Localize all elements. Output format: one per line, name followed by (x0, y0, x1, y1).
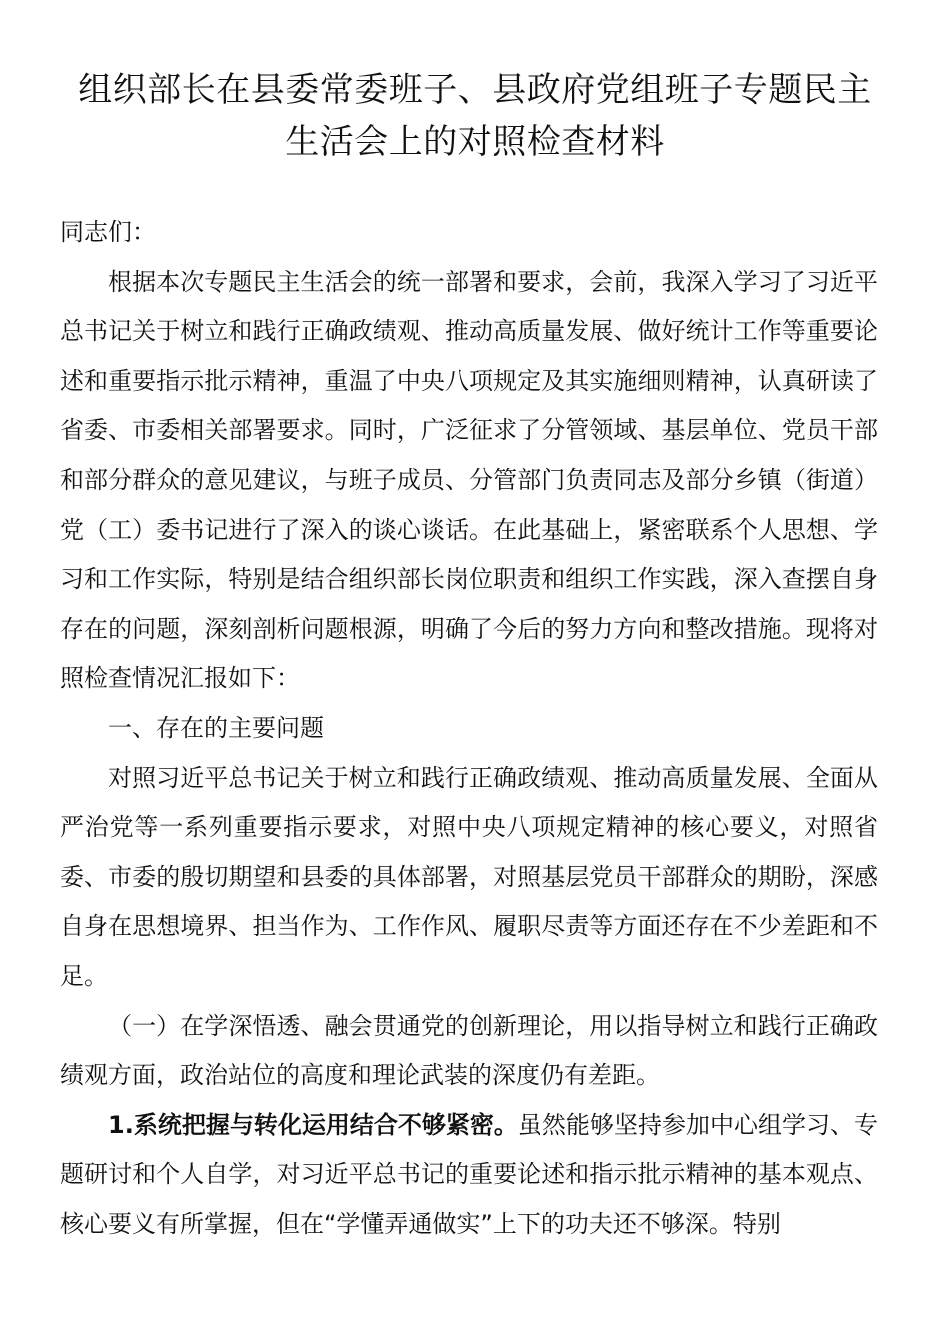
title-line-1: 组织部长在县委常委班子、县政府党组班子专题民主 (78, 70, 872, 110)
item-1-paragraph (60, 1101, 878, 1250)
title-line-2: 生活会上的对照检查材料 (285, 122, 665, 162)
salutation: 同志们： (60, 218, 156, 246)
item-1-lead: 1.系统把握与转化运用结合不够紧密。 (108, 1110, 518, 1139)
intro-paragraph: 根据本次专题民主生活会的统一部署和要求，会前，我深入学习了习近平总书记关于树立和践行正确政绩观、推动高质量发展、做好统计工作等重要论述和重要指示批示精神，重温了中央八项规定及其实施细则精神，认真研读了省委、市委相关部署要求。同时，广泛征求了分管领域、基层单位、党员干部和部分群众的意见建议，与班子成员、分管部门负责同志及部分乡镇（街道）党（工）委书记进行了深入的谈心谈话。在此基础上，紧密联系个人思想、学习和工作实际，特别是结合组织部长岗位职责和组织工作实践，深入查摆自身存在的问题，深刻剖析问题根源，明确了今后的努力方向和整改措施。现将对照检查情况汇报如下： (60, 267, 878, 693)
problems-overview-paragraph: 对照习近平总书记关于树立和践行正确政绩观、推动高质量发展、全面从严治党等一系列重要指示要求，对照中央八项规定精神的核心要义，对照省委、市委的殷切期望和县委的具体部署，对照基层党员干部群众的期盼，深感自身在思想境界、担当作为、工作作风、履职尽责等方面还存在不少差距和不足。 (60, 763, 878, 990)
item-1-text: 虽然能够坚持参加中心组学习、专题研讨和个人自学，对习近平总书记的重要论述和指示批示精神的基本观点、核心要义有所掌握，但在“学懂弄通做实”上下的功夫还不够深。特别 (60, 1110, 878, 1238)
document-title (60, 64, 890, 168)
subsection-heading-1: （一）在学深悟透、融会贯通党的创新理论，用以指导树立和践行正确政绩观方面，政治站位的高度和理论武装的深度仍有差距。 (60, 1011, 878, 1090)
document-body (60, 208, 878, 1249)
section-heading-1: 一、存在的主要问题 (108, 713, 324, 742)
